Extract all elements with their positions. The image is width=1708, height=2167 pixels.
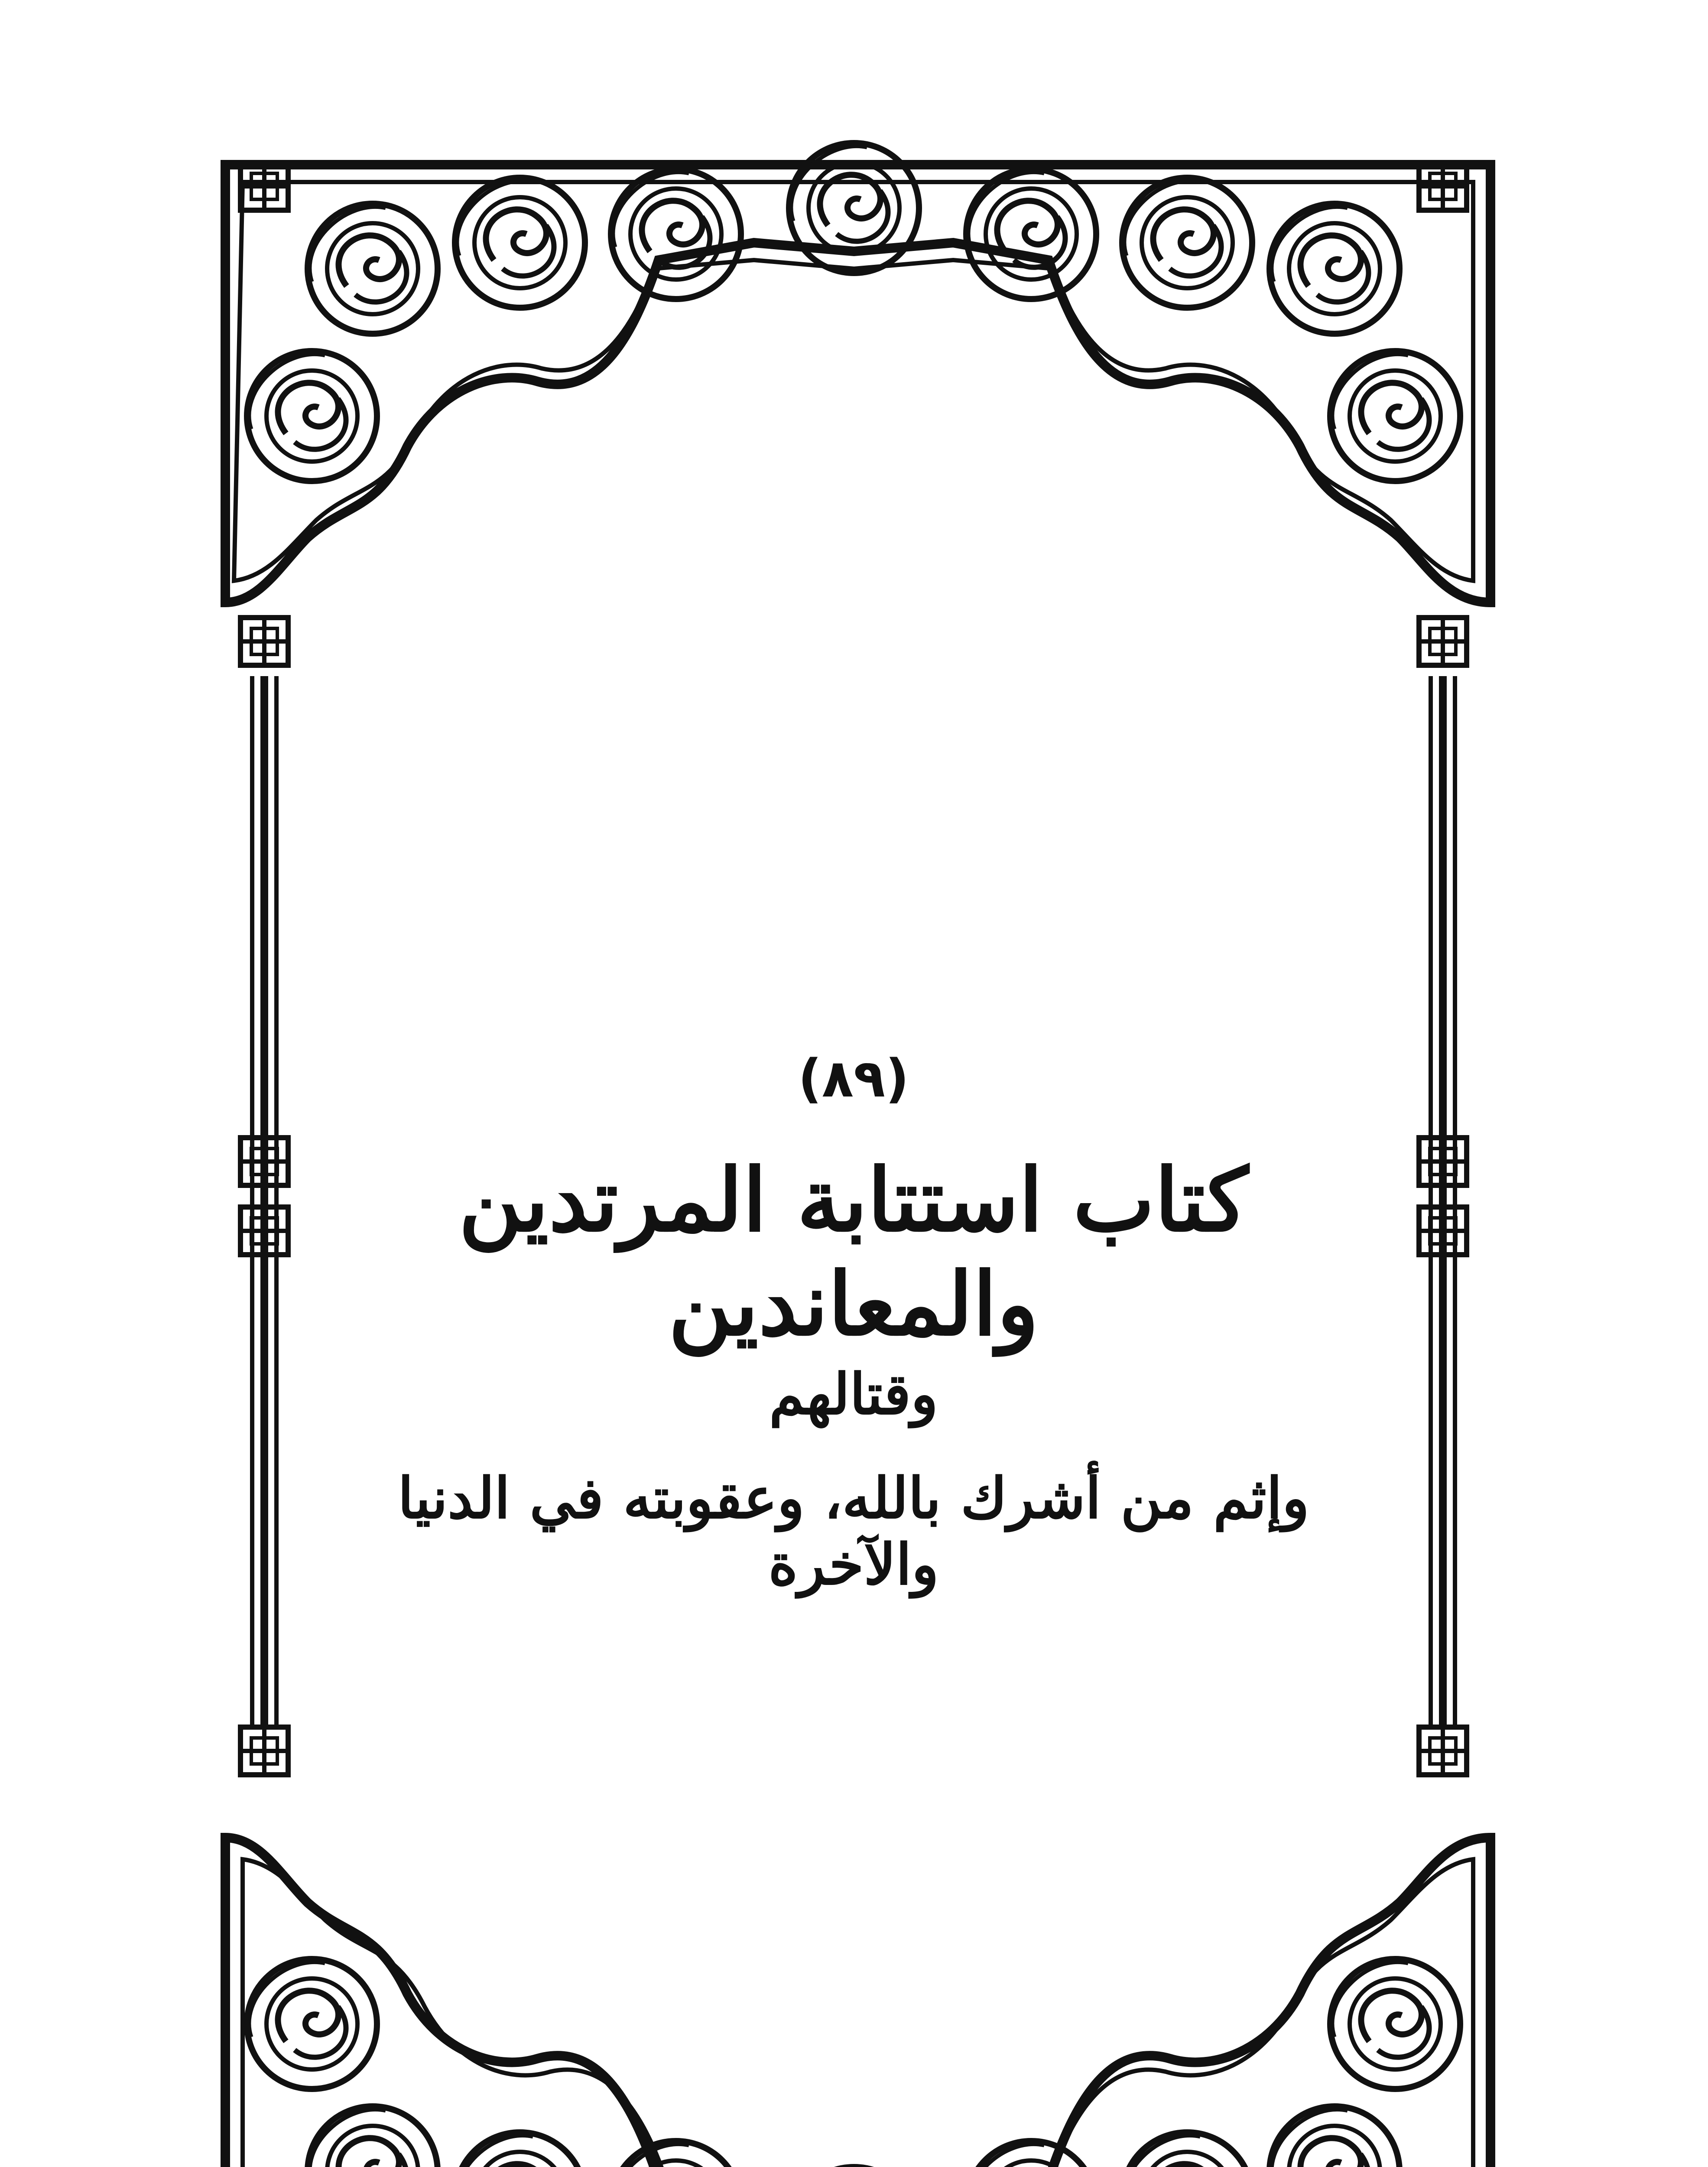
top-ornament-panel xyxy=(225,143,1490,602)
subtitle-line-2: وإثم من أشرك بالله، وعقوبته في الدنيا والآخرة xyxy=(398,1465,1309,1598)
bottom-ornament-panel xyxy=(225,1838,1490,2167)
left-column-ornament xyxy=(240,618,288,1775)
book-title: كتاب استتابة المرتدين والمعاندين xyxy=(458,1149,1249,1355)
right-column-ornament xyxy=(1419,618,1467,1775)
book-number: (٨٩) xyxy=(798,1049,909,1109)
subtitle-line-1: وقتالهم xyxy=(769,1361,938,1427)
